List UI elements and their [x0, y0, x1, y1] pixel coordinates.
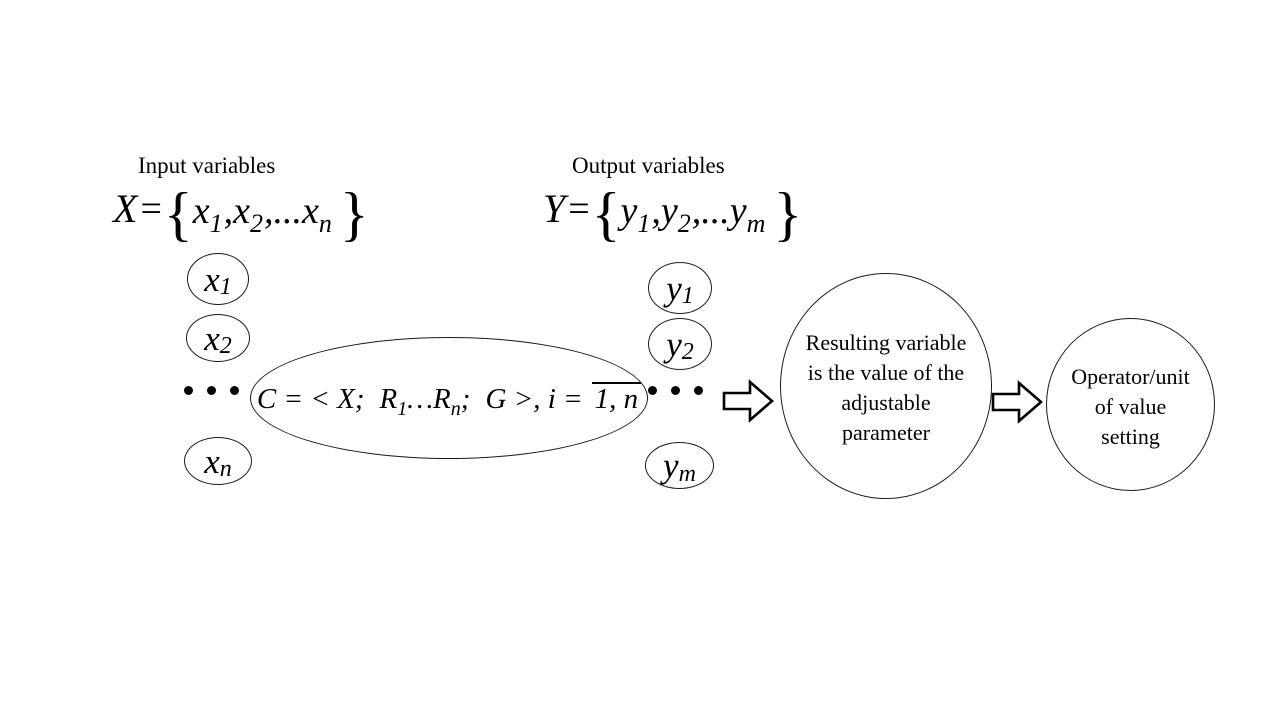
variable-node-y2 [648, 318, 712, 370]
input-set-formula [113, 182, 369, 246]
result-circle [780, 273, 992, 499]
relation-last-base: R [433, 383, 451, 415]
variable-node-x2 [186, 314, 250, 362]
ellipsis-dots-text: … [407, 383, 434, 415]
term-separator: , [223, 190, 234, 232]
output-set-terms [620, 190, 767, 238]
term-base: x [192, 190, 210, 232]
variable-base: y [663, 446, 679, 485]
variable-base: x [204, 318, 220, 358]
operator-circle-line: setting [1101, 423, 1160, 449]
variable-base: x [204, 441, 220, 481]
result-circle-line: parameter [842, 420, 930, 445]
result-circle-line: Resulting variable [805, 330, 967, 355]
close-brace: } [339, 181, 369, 247]
relation-first-subscript: 1 [397, 398, 408, 420]
semicolon: ; [460, 383, 471, 415]
relation-last-subscript: n [450, 398, 461, 420]
constructor-formula [256, 382, 641, 420]
term-separator: ,... [691, 190, 730, 232]
result-circle-line: is the value of the [807, 360, 965, 385]
relation-first-base: R [379, 383, 398, 415]
ellipsis-dots-right [648, 386, 703, 395]
variable-subscript: 2 [219, 333, 232, 359]
term-separator: ,... [263, 190, 302, 232]
operator-circle-line: of value [1094, 393, 1167, 419]
variable-node-xn [184, 437, 252, 485]
variable-node-x1 [187, 253, 249, 305]
open-brace: { [591, 181, 621, 247]
result-circle-line: adjustable [841, 390, 931, 415]
term-base: y [729, 190, 747, 232]
formula-segment: C = < X; [256, 383, 365, 415]
term-base: x [233, 190, 250, 232]
close-brace: } [773, 181, 803, 247]
variable-node-y1 [648, 262, 712, 314]
ellipsis-dot-icon [230, 386, 239, 395]
variable-subscript: m [678, 460, 696, 487]
operator-circle-line: Operator/unit [1071, 363, 1190, 389]
ellipsis-dots-left [184, 386, 239, 395]
variable-node-ym [645, 442, 714, 489]
block-arrow-right-icon [991, 380, 1043, 424]
variable-subscript: 2 [681, 339, 694, 365]
variable-base: y [666, 324, 682, 364]
term-base: y [620, 190, 638, 232]
formula-segment: G >, i = [485, 383, 583, 415]
equals-sign: = [140, 188, 162, 230]
term-base: x [301, 190, 319, 232]
variable-base: y [666, 268, 682, 308]
input-set-terms [192, 190, 333, 238]
ellipsis-dot-icon [671, 386, 680, 395]
input-set-symbol: X [113, 186, 138, 231]
ellipsis-dot-icon [694, 386, 703, 395]
term-separator: , [651, 190, 661, 232]
variable-base: x [204, 259, 220, 299]
block-arrow-right-icon [722, 379, 774, 423]
operator-circle [1046, 318, 1215, 491]
output-set-formula [543, 182, 802, 246]
term-subscript: 1 [637, 209, 651, 238]
equals-sign: = [568, 188, 590, 230]
output-variables-label: Output variables [572, 153, 725, 178]
variable-subscript: 1 [219, 274, 232, 300]
variable-subscript: 1 [681, 283, 694, 309]
open-brace: { [163, 181, 193, 247]
term-subscript: 1 [209, 209, 223, 238]
term-subscript: 2 [677, 209, 691, 238]
overlined-range: 1, n [592, 382, 642, 414]
output-set-symbol: Y [543, 186, 566, 231]
ellipsis-dot-icon [184, 386, 193, 395]
input-variables-label: Input variables [138, 153, 276, 178]
term-subscript: n [318, 209, 332, 238]
term-subscript: 2 [249, 209, 263, 238]
term-base: y [660, 190, 678, 232]
variable-subscript: n [219, 456, 232, 482]
term-subscript: m [746, 209, 766, 238]
ellipsis-dot-icon [207, 386, 216, 395]
constructor-ellipse [250, 337, 648, 459]
ellipsis-dot-icon [648, 386, 657, 395]
